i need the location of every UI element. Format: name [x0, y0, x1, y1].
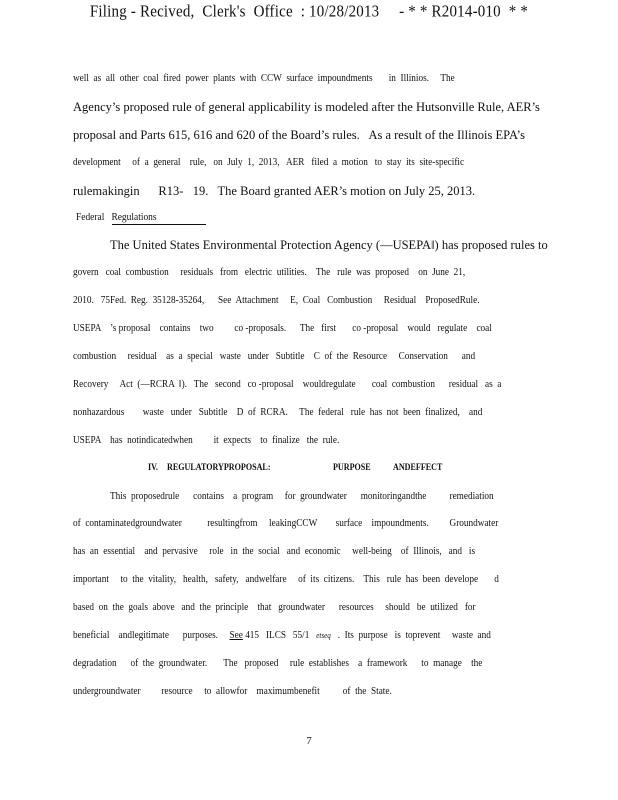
body-line: USEPA ’s proposal contains two co -proposals. The first co -proposal would regulate coal — [73, 323, 492, 334]
body-line: govern coal combustion residuals from electric utilities. The rule was proposed on June 21, — [73, 267, 466, 278]
federal-heading-prefix: Federal — [76, 212, 112, 223]
body-line: degradation of the groundwater. The proposed rule establishes a framework to manage the — [73, 658, 483, 669]
citation-after: . Its purpose is toprevent waste and — [330, 630, 491, 641]
body-line: This proposedrule contains a program for groundwater monitoringandthe remediation — [110, 491, 494, 502]
body-line: has an essential and pervasive role in the social and economic well-being of Illinois, and is — [73, 546, 476, 557]
citation-before: beneficial andlegitimate purposes. — [73, 630, 230, 641]
section-title-left: REGULATORYPROPOSAL: — [167, 463, 271, 473]
body-line: nonhazardous waste under Subtitle D of RCRA. The federal rule has not been finalized, and — [73, 407, 483, 418]
section-title-right: ANDEFFECT — [393, 463, 443, 473]
section-title-mid: PURPOSE — [333, 463, 371, 473]
filing-stamp-header: Filing - Recived, Clerk's Office : 10/28/2013 - * * R2014-010 * * — [89, 2, 529, 22]
citation-statute: 415 ILCS 55/1 — [242, 630, 317, 641]
section-number: IV. — [148, 463, 158, 473]
see-signal: See — [229, 630, 243, 641]
body-line: rulemakingin R13- 19. The Board granted AER’s motion on July 25, 2013. — [73, 184, 476, 198]
body-line: well as all other coal fired power plants with CCW surface impoundments in Illinios. The — [73, 73, 455, 84]
federal-regulations-heading — [76, 212, 157, 223]
body-line: Recovery Act (―RCRA ‖). The second co -proposal wouldregulate coal combustion residual as a — [73, 379, 502, 390]
body-line: combustion residual as a special waste under Subtitle C of the Resource Conservation and — [73, 351, 476, 362]
body-line-citation — [73, 629, 491, 643]
body-line: undergroundwater resource to allowfor maximumbenefit of the State. — [73, 686, 392, 697]
body-line: development of a general rule, on July 1, 2013, AER filed a motion to stay its site-specific — [73, 157, 465, 168]
body-line: proposal and Parts 615, 616 and 620 of the Board’s rules. As a result of the Illinois EPA’s — [73, 128, 525, 142]
body-line: USEPA has notindicatedwhen it expects to finalize the rule. — [73, 435, 340, 446]
body-line: Agency’s proposed rule of general applicability is modeled after the Hutsonville Rule, AER’s — [73, 100, 540, 114]
body-line: based on the goals above and the principle that groundwater resources should be utilized for — [73, 602, 476, 613]
body-line: important to the vitality, health, safety, andwelfare of its citizens. This rule has been develope d — [73, 574, 499, 585]
body-line: 2010. 75Fed. Reg. 35128-35264, See Attachment E, Coal Combustion Residual ProposedRule. — [73, 295, 480, 306]
page-number: 7 — [306, 735, 312, 747]
body-line: The United States Environmental Protection Agency (―USEPA‖) has proposed rules to — [110, 238, 548, 252]
body-line: of contaminatedgroundwater resultingfrom leakingCCW surface impoundments. Groundwater — [73, 518, 499, 529]
federal-heading-underlined: Regulations — [111, 212, 157, 223]
federal-heading-rule — [112, 224, 206, 225]
et-seq: etseq — [316, 631, 331, 640]
